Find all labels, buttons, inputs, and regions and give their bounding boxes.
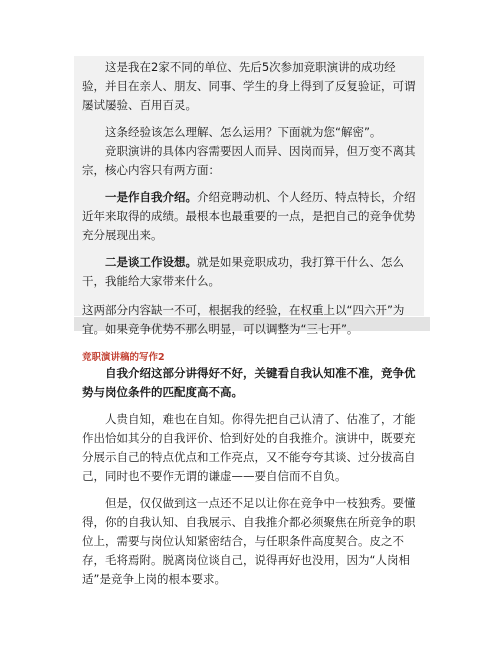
point-one-title: 一是作自我介绍。 <box>105 190 197 204</box>
intro-paragraph-3: 竞职演讲的具体内容需要因人而异、因岗而异，但万变不离其宗，核心内容只有两方面： <box>82 144 416 177</box>
intro-paragraph-1: 这是我在2家不同的单位、先后5次参加竞职演讲的成功经验，并目在亲人、朋友、同事、学生的身上得到了反复验证，可谓屡试屡验、百用百灵。 <box>82 60 416 112</box>
intro-paragraph-6: 这两部分内容缺一不可，根据我的经验，在权重上以“四六开”为宜。如果竞争优势不那么明显，可以调整为“三七开”。 <box>82 303 405 336</box>
section2-paragraph-2: 但是，仅仅做到这一点还不足以让你在竞争中一枝独秀。要懂得，你的自我认知、自我展示、自我推介都必须聚焦在所竞争的职位上，需要与岗位认知紧密结合，与任职条件高度契合。皮之不存，毛将焉附。脱离岗位谈自己，说得再好也没用，因为“人岗相适”是竞争上岗的根本要求。 <box>82 496 416 586</box>
section2-paragraph-1: 人贵自知，难也在自知。你得先把自己认清了、估准了，才能作出恰如其分的自我评价、恰到好处的自我推介。演讲中，既要充分展示自己的特点优点和工作亮点，又不能夸夸其谈、过分拔高自己，同时也不要作无谓的谦虚——要自信而不自负。 <box>82 412 416 483</box>
section2-lead: 自我介绍这部分讲得好不好，关键看自我认知准不准，竞争优势与岗位条件的匹配度高不高。 <box>82 366 416 399</box>
intro-paragraph-5 <box>82 253 418 291</box>
point-two-body: 就是如果竞职成功，我打算干什么、怎么干，我能给大家带来什么。 <box>82 255 404 288</box>
intro-paragraph-4 <box>82 188 418 245</box>
point-two-title: 二是谈工作设想。 <box>105 255 197 269</box>
intro-paragraph-2: 这条经验该怎么理解、怎么运用？下面就为您“解密”。 <box>105 125 382 139</box>
point-one-body: 介绍竞聘动机、个人经历、特点特长，介绍近年来取得的成绩。最根本也最重要的一点，是把自己的竞争优势充分展现出来。 <box>82 190 416 242</box>
section2-body <box>82 364 418 589</box>
intro-section <box>82 58 418 339</box>
section-heading: 竞职演讲稿的写作2 <box>82 352 165 363</box>
